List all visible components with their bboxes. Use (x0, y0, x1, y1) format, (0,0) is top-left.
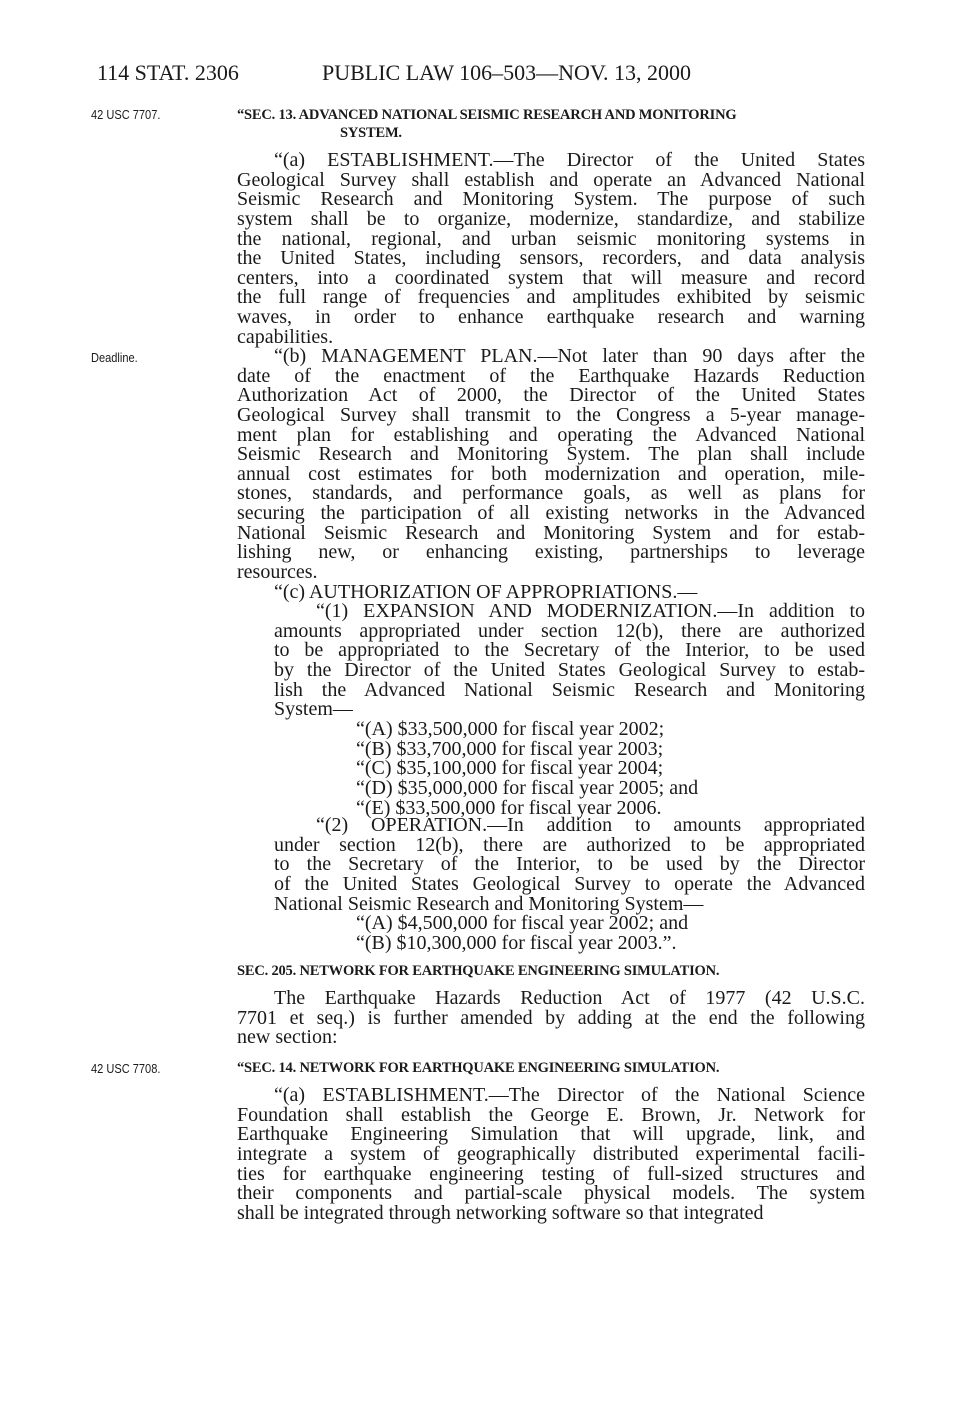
text-line: lishing new, or enhancing existing, partnerships to leverage (237, 541, 865, 564)
margin-note-usc: 42 USC 7707. (91, 107, 161, 122)
text-line: National Seismic Research and Monitoring System and for estab- (237, 521, 865, 544)
text-line: integrate a system of geographically distributed experimental facili- (237, 1142, 865, 1165)
margin-note-deadline: Deadline. (91, 350, 138, 365)
text-line: annual cost estimates for both modernization and operation, mile- (237, 462, 865, 485)
text-line: resources. (237, 561, 318, 584)
text-line: “(b) MANAGEMENT PLAN.—Not later than 90 days after the (274, 345, 865, 367)
list-item: “(B) $33,700,000 for fiscal year 2003; (356, 737, 664, 760)
text-line: Authorization Act of 2000, the Director of the United States (237, 384, 865, 407)
text-line: stones, standards, and performance goals, as well as plans for (237, 482, 865, 505)
text-line: “(a) ESTABLISHMENT.—The Director of the National Science (274, 1084, 865, 1106)
text-line: to the Secretary of the Interior, to be used by the Director (274, 853, 865, 876)
text-line: lish the Advanced National Seismic Research and Monitoring (274, 678, 865, 701)
paragraph-c2-operation (274, 816, 865, 914)
paragraph-sec205 (237, 989, 865, 1048)
section-heading: SEC. 205. NETWORK FOR EARTHQUAKE ENGINEERING SIMULATION. (237, 963, 720, 979)
text-line: Seismic Research and Monitoring System. The purpose of such (237, 188, 865, 211)
text-line: National Seismic Research and Monitoring System— (274, 892, 704, 915)
text-line: Earthquake Engineering Simulation that will upgrade, link, and (237, 1123, 865, 1146)
list-item: “(A) $4,500,000 for fiscal year 2002; and (356, 912, 689, 934)
page-stat-number: 114 STAT. 2306 (97, 60, 239, 85)
text-line: new section: (237, 1026, 338, 1049)
text-line: the United States, including sensors, recorders, and data analysis (237, 247, 865, 270)
paragraph-c1-expansion (274, 602, 865, 720)
paragraph-14a-establishment (237, 1086, 865, 1223)
text-line: Geological Survey shall establish and operate an Advanced National (237, 168, 865, 191)
text-line: capabilities. (237, 325, 334, 348)
text-line: 7701 et seq.) is further amended by adding at the end the following (237, 1006, 865, 1029)
text-line: ment plan for establishing and operating the Advanced National (237, 423, 865, 446)
text-line: Geological Survey shall transmit to the Congress a 5-year manage- (237, 403, 865, 426)
text-line: “(2) OPERATION.—In addition to amounts appropriated (316, 814, 865, 836)
text-line: waves, in order to enhance earthquake research and warning (237, 306, 865, 329)
paragraph-b-management-plan (237, 347, 865, 583)
text-line: Seismic Research and Monitoring System. The plan shall include (237, 443, 865, 466)
section-heading-cont: SYSTEM. (340, 125, 402, 141)
text-line: under section 12(b), there are authorized to be appropriated (274, 833, 865, 856)
text-line: date of the enactment of the Earthquake Hazards Reduction (237, 364, 865, 387)
margin-note-usc: 42 USC 7708. (91, 1061, 161, 1076)
text-line: the national, regional, and urban seismic monitoring systems in (237, 227, 865, 250)
text-line: System— (274, 698, 353, 721)
text-line: centers, into a coordinated system that will measure and record (237, 266, 865, 289)
text-line: “(1) EXPANSION AND MODERNIZATION.—In addition to (316, 600, 865, 622)
text-line: system shall be to organize, modernize, standardize, and stabilize (237, 207, 865, 230)
list-item: “(A) $33,500,000 for fiscal year 2002; (356, 718, 665, 740)
text-line: amounts appropriated under section 12(b), there are authorized (274, 619, 865, 642)
list-item: “(B) $10,300,000 for fiscal year 2003.”. (356, 931, 677, 954)
list-c2-amounts (356, 914, 865, 953)
text-line: to be appropriated to the Secretary of the Interior, to be used (274, 639, 865, 662)
text-line: the full range of frequencies and amplitudes exhibited by seismic (237, 286, 865, 309)
list-c1-amounts (356, 720, 865, 818)
section-heading: “SEC. 14. NETWORK FOR EARTHQUAKE ENGINEERING SIMULATION. (237, 1060, 720, 1076)
text-line: of the United States Geological Survey to operate the Advanced (274, 872, 865, 895)
list-item: “(C) $35,100,000 for fiscal year 2004; (356, 757, 664, 780)
section-heading: “SEC. 13. ADVANCED NATIONAL SEISMIC RESEARCH AND MONITORING (237, 107, 737, 123)
list-item: “(E) $33,500,000 for fiscal year 2006. (356, 796, 662, 819)
paragraph-a-establishment (237, 151, 865, 347)
text-line: securing the participation of all existing networks in the Advanced (237, 502, 865, 525)
text-line: “(a) ESTABLISHMENT.—The Director of the United States (274, 149, 865, 171)
text-line: their components and partial-scale physical models. The system (237, 1182, 865, 1205)
text-line: Foundation shall establish the George E. Brown, Jr. Network for (237, 1103, 865, 1126)
running-header: PUBLIC LAW 106–503—NOV. 13, 2000 (322, 60, 691, 85)
text-line: shall be integrated through networking software so that integrated (237, 1201, 764, 1224)
text-line: The Earthquake Hazards Reduction Act of 1977 (42 U.S.C. (274, 987, 865, 1009)
text-line: “(c) AUTHORIZATION OF APPROPRIATIONS.— (274, 581, 698, 603)
text-line: by the Director of the United States Geological Survey to estab- (274, 658, 865, 681)
text-line: ties for earthquake engineering testing of full-sized structures and (237, 1162, 865, 1185)
list-item: “(D) $35,000,000 for fiscal year 2005; and (356, 776, 699, 799)
